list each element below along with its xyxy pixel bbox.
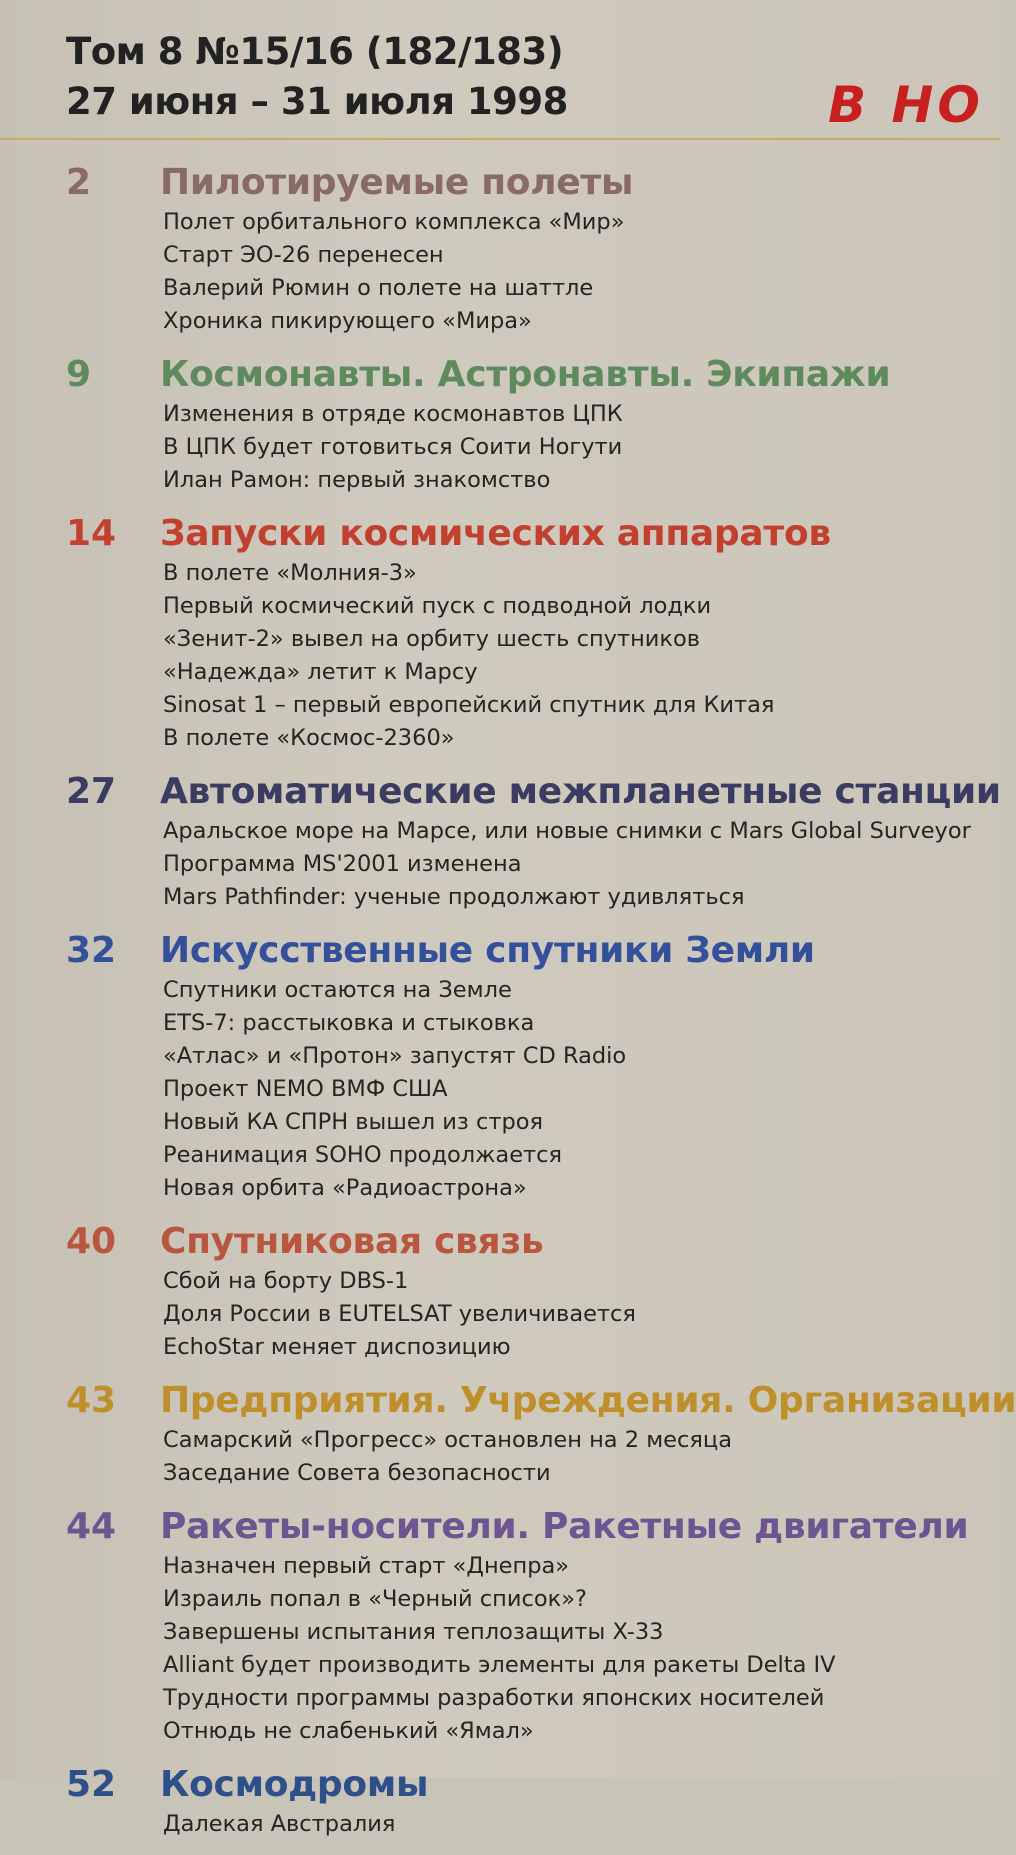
article-title: ETS-7: расстыковка и стыковка	[163, 1010, 535, 1036]
article-title: Спутники остаются на Земле	[163, 977, 512, 1003]
section-title: Предприятия. Учреждения. Организации	[160, 1380, 1016, 1421]
toc-section-heading	[0, 1219, 1000, 1265]
article-title: Хроника пикирующего «Мира»	[163, 308, 532, 334]
toc-section-heading	[0, 1762, 1000, 1808]
article-title: Доля России в EUTELSAT увеличивается	[163, 1301, 636, 1327]
section-title: Запуски космических аппаратов	[160, 513, 831, 554]
section-title: Ракеты-носители. Ракетные двигатели	[160, 1506, 969, 1547]
article-title: EchoStar меняет диспозицию	[163, 1334, 511, 1360]
section-page-number: 44	[66, 1506, 117, 1547]
article-title: В полете «Космос-2360»	[163, 725, 455, 751]
article-title: «Зенит-2» вывел на орбиту шесть спутников	[163, 626, 701, 652]
section-page-number: 27	[66, 771, 117, 812]
article-title: Программа MS'2001 изменена	[163, 851, 522, 877]
header	[0, 0, 1000, 140]
section-title: Пилотируемые полеты	[160, 162, 634, 203]
section-article-list	[0, 398, 1000, 497]
article-title: Валерий Рюмин о полете на шаттле	[163, 275, 594, 301]
toc-section-heading	[0, 1504, 1000, 1550]
section-page-number: 2	[66, 162, 92, 203]
article-title: Новый КА СПРН вышел из строя	[163, 1109, 544, 1135]
section-page-number: 52	[66, 1764, 117, 1805]
section-title: Искусственные спутники Земли	[160, 930, 815, 971]
article-title: «Атлас» и «Протон» запустят CD Radio	[163, 1043, 627, 1069]
section-article-list	[0, 557, 1000, 755]
toc-section	[0, 1762, 1000, 1841]
toc-section-heading	[0, 160, 1000, 206]
section-article-list	[0, 1550, 1000, 1748]
section-article-list	[0, 1424, 1000, 1490]
toc-section-heading	[0, 352, 1000, 398]
toc-section	[0, 511, 1000, 755]
toc-section-heading	[0, 928, 1000, 974]
article-title: Старт ЭО-26 перенесен	[163, 242, 444, 268]
section-article-list	[0, 815, 1000, 914]
article-title: Новая орбита «Радиоастрона»	[163, 1175, 527, 1201]
toc-section-heading	[0, 511, 1000, 557]
section-page-number: 14	[66, 513, 117, 554]
issue-dates: 27 июня – 31 июля 1998	[66, 80, 568, 123]
article-title: Отнюдь не слабенький «Ямал»	[163, 1718, 534, 1744]
article-title: Илан Рамон: первый знакомство	[163, 467, 551, 493]
table-of-contents	[0, 160, 1016, 1855]
toc-section	[0, 1378, 1016, 1490]
article-title: Самарский «Прогресс» остановлен на 2 месяца	[163, 1427, 733, 1453]
article-title: Сбой на борту DBS-1	[163, 1268, 409, 1294]
section-title: Космодромы	[160, 1764, 429, 1805]
article-title: Израиль попал в «Черный список»?	[163, 1586, 587, 1612]
section-title: Спутниковая связь	[160, 1221, 544, 1262]
section-article-list	[0, 206, 1000, 338]
section-article-list	[0, 1808, 1000, 1841]
article-title: Назначен первый старт «Днепра»	[163, 1553, 570, 1579]
article-title: Аральское море на Марсе, или новые снимки с Mars Global Surveyor	[163, 818, 971, 844]
section-page-number: 43	[66, 1380, 117, 1421]
toc-section	[0, 160, 1000, 338]
toc-section	[0, 928, 1000, 1205]
article-title: Заседание Совета безопасности	[163, 1460, 551, 1486]
article-title: Изменения в отряде космонавтов ЦПК	[163, 401, 623, 427]
article-title: Далекая Австралия	[163, 1811, 396, 1837]
article-title: В ЦПК будет готовиться Соити Ногути	[163, 434, 623, 460]
section-article-list	[0, 1265, 1000, 1364]
toc-section	[0, 352, 1000, 497]
article-title: В полете «Молния-3»	[163, 560, 417, 586]
toc-section	[0, 1504, 1000, 1748]
article-title: Mars Pathfinder: ученые продолжают удивляться	[163, 884, 745, 910]
issue-number: Том 8 №15/16 (182/183)	[66, 30, 564, 73]
section-page-number: 40	[66, 1221, 117, 1262]
article-title: Завершены испытания теплозащиты X-33	[163, 1619, 664, 1645]
article-title: Alliant будет производить элементы для ракеты Delta IV	[163, 1652, 836, 1678]
article-title: Sinosat 1 – первый европейский спутник для Китая	[163, 692, 775, 718]
article-title: Проект NEMO ВМФ США	[163, 1076, 448, 1102]
section-title: Автоматические межпланетные станции	[160, 771, 1001, 812]
toc-section-heading	[0, 769, 1000, 815]
section-page-number: 32	[66, 930, 117, 971]
toc-section	[0, 769, 1000, 914]
article-title: Трудности программы разработки японских носителей	[163, 1685, 825, 1711]
article-title: Реанимация SOHO продолжается	[163, 1142, 563, 1168]
toc-section	[0, 1219, 1000, 1364]
section-title: Космонавты. Астронавты. Экипажи	[160, 354, 891, 395]
section-article-list	[0, 974, 1000, 1205]
article-title: Первый космический пуск с подводной лодки	[163, 593, 712, 619]
article-title: «Надежда» летит к Марсу	[163, 659, 478, 685]
contents-heading-fragment: В НО	[828, 76, 984, 134]
toc-section-heading	[0, 1378, 1016, 1424]
section-page-number: 9	[66, 354, 92, 395]
article-title: Полет орбитального комплекса «Мир»	[163, 209, 625, 235]
